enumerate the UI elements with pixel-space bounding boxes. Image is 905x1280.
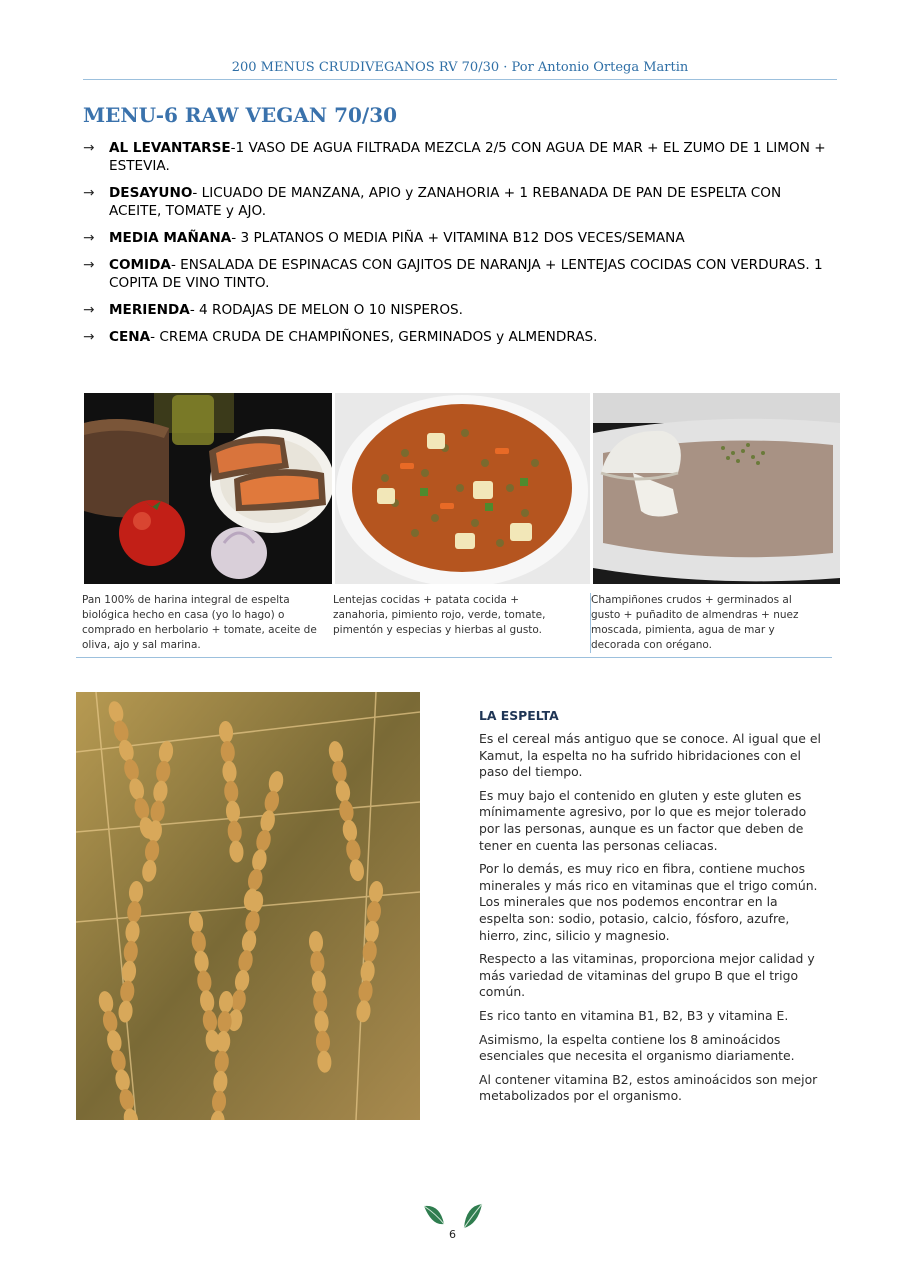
menu-item-label: COMIDA xyxy=(109,257,171,273)
menu-item xyxy=(83,139,828,175)
espelta-article xyxy=(479,708,824,1112)
espelta-paragraph: Es muy bajo el contenido en gluten y este gluten es mínimamente agresivo, por lo que es mejor tolerado por las personas, aunque es un factor que deben de tener en cuenta las personas celiacas. xyxy=(479,787,807,853)
menu-item xyxy=(83,301,828,319)
page-number: 6 xyxy=(449,1228,456,1241)
menu-list xyxy=(83,139,828,355)
lentil-caption: Lentejas cocidas + patata cocida + zanahoria, pimiento rojo, verde, tomate, pimentón y especias y hierbas al gusto. xyxy=(333,594,546,636)
menu-item xyxy=(83,256,828,292)
arrow-icon: → xyxy=(83,257,95,273)
lentil-stew-photo xyxy=(335,393,590,584)
menu-item-label: MEDIA MAÑANA xyxy=(109,230,232,246)
arrow-icon: → xyxy=(83,230,95,246)
spelt-wheat-photo xyxy=(76,692,420,1120)
arrow-icon: → xyxy=(83,329,95,345)
espelta-paragraph: Asimismo, la espelta contiene los 8 aminoácidos esenciales que necesita el organismo diariamente. xyxy=(479,1031,795,1064)
menu-item-label: AL LEVANTARSE xyxy=(109,140,231,156)
photo-captions xyxy=(76,593,832,658)
espelta-paragraph: Por lo demás, es muy rico en fibra, contiene muchos minerales y más rico en vitaminas que el trigo común. Los minerales que nos podemos encontrar en la espelta son: sodio, potasio, calcio, fósforo, azufre, hierro, zinc, silicio y magnesio. xyxy=(479,861,818,943)
photo-strip xyxy=(84,393,840,584)
menu-item-text: -1 VASO DE AGUA FILTRADA MEZCLA 2/5 CON AGUA DE MAR + EL ZUMO DE 1 LIMON + ESTEVIA. xyxy=(109,140,826,174)
menu-item xyxy=(83,229,828,247)
menu-title: MENU-6 RAW VEGAN 70/30 xyxy=(83,103,398,127)
espelta-paragraph: Respecto a las vitaminas, proporciona mejor calidad y más variedad de vitaminas del grupo B que el trigo común. xyxy=(479,951,815,1000)
running-header: 200 MENUS CRUDIVEGANOS RV 70/30 · Por Antonio Ortega Martin xyxy=(83,60,837,80)
menu-item-text: - LICUADO DE MANZANA, APIO y ZANAHORIA + 1 REBANADA DE PAN DE ESPELTA CON ACEITE, TOMATE y AJO. xyxy=(109,185,782,219)
menu-item-text: - 4 RODAJAS DE MELON O 10 NISPEROS. xyxy=(189,302,464,318)
footer-ornament xyxy=(420,1200,490,1250)
bread-photo xyxy=(84,393,332,584)
arrow-icon: → xyxy=(83,302,95,318)
espelta-paragraph: Es rico tanto en vitamina B1, B2, B3 y vitamina E. xyxy=(479,1007,789,1023)
espelta-paragraph: Al contener vitamina B2, estos aminoácidos son mejor metabolizados por el organismo. xyxy=(479,1071,818,1104)
mushroom-cream-photo xyxy=(593,393,840,584)
bread-caption: Pan 100% de harina integral de espelta biológica hecho en casa (yo lo hago) o comprado en herbolario + tomate, aceite de oliva, ajo y sal marina. xyxy=(82,594,317,651)
menu-item-text: - CREMA CRUDA DE CHAMPIÑONES, GERMINADOS y ALMENDRAS. xyxy=(150,329,598,345)
arrow-icon: → xyxy=(83,140,95,156)
menu-item-text: - 3 PLATANOS O MEDIA PIÑA + VITAMINA B12 DOS VECES/SEMANA xyxy=(231,230,685,246)
espelta-paragraph: Es el cereal más antiguo que se conoce. Al igual que el Kamut, la espelta no ha sufrido hibridaciones con el paso del tiempo. xyxy=(479,731,821,780)
menu-item-label: MERIENDA xyxy=(109,302,190,318)
arrow-icon: → xyxy=(83,185,95,201)
menu-item-label: DESAYUNO xyxy=(109,185,193,201)
menu-item xyxy=(83,184,828,220)
espelta-heading: LA ESPELTA xyxy=(479,708,559,723)
menu-item-label: CENA xyxy=(109,329,151,345)
menu-item-text: - ENSALADA DE ESPINACAS CON GAJITOS DE NARANJA + LENTEJAS COCIDAS CON VERDURAS. 1 COPITA DE VINO TINTO. xyxy=(109,257,823,291)
menu-item xyxy=(83,328,828,346)
mushroom-caption: Champiñones crudos + germinados al gusto + puñadito de almendras + nuez moscada, pimienta, agua de mar y decorada con orégano. xyxy=(590,593,823,653)
